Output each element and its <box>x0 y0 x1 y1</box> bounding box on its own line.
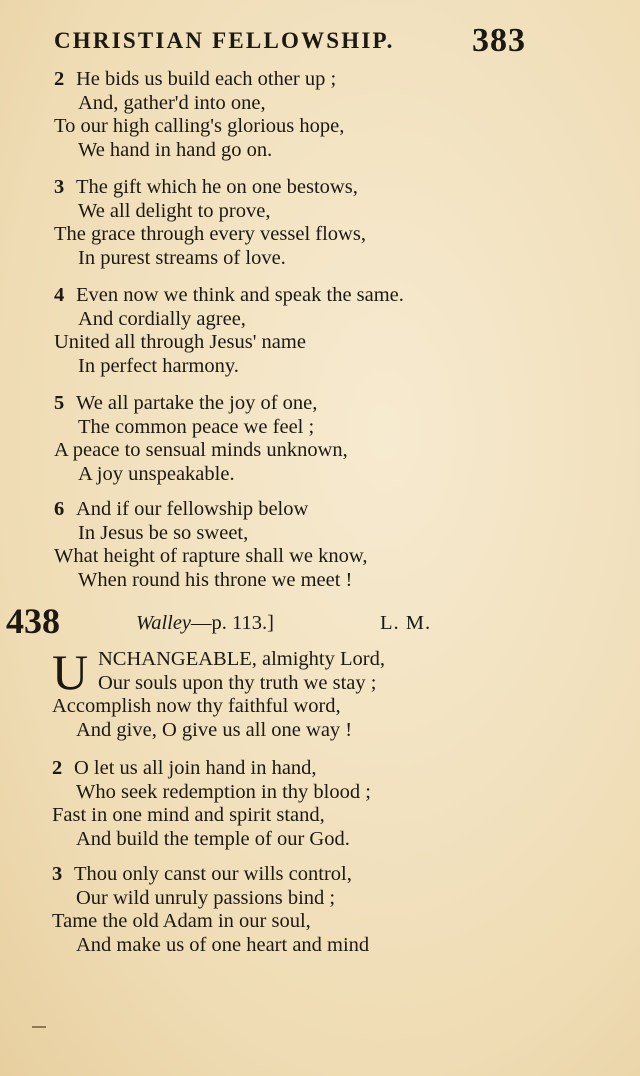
verse-line: Fast in one mind and spirit stand, <box>52 804 325 826</box>
hymn-438-verse-1 <box>52 644 385 742</box>
verse-line: 4 Even now we think and speak the same. <box>54 284 404 306</box>
hymn-438-verse-2 <box>52 757 371 851</box>
verse-line: 3 The gift which he on one bestows, <box>54 176 358 198</box>
meter: L. M. <box>380 612 432 634</box>
hymn-438-verse-3 <box>52 863 369 957</box>
verse-line: To our high calling's glorious hope, <box>54 115 345 137</box>
verse-number: 3 <box>54 176 65 198</box>
verse-2 <box>54 68 344 162</box>
verse-line: The grace through every vessel flows, <box>54 223 366 245</box>
verse-line: And cordially agree, <box>78 307 246 330</box>
verse-line: Accomplish now thy faithful word, <box>52 695 341 717</box>
verse-line: United all through Jesus' name <box>54 331 306 353</box>
verse-line: What height of rapture shall we know, <box>54 545 368 567</box>
verse-line: In perfect harmony. <box>78 354 239 377</box>
running-head <box>54 22 534 58</box>
margin-mark <box>32 1026 46 1028</box>
verse-line: A peace to sensual minds unknown, <box>54 439 348 461</box>
running-title: CHRISTIAN FELLOWSHIP. <box>54 28 395 53</box>
verse-number: 4 <box>54 284 65 306</box>
tune-reference <box>136 612 274 635</box>
verse-line: In Jesus be so sweet, <box>78 521 249 544</box>
verse-line: 6 And if our fellowship below <box>54 498 309 520</box>
verse-line: We all delight to prove, <box>78 199 271 222</box>
verse-line: 2 He bids us build each other up ; <box>54 68 337 90</box>
verse-3 <box>54 176 366 270</box>
page-number: 383 <box>472 22 526 59</box>
verse-line: When round his throne we meet ! <box>78 568 353 591</box>
verse-line: Tame the old Adam in our soul, <box>52 910 311 932</box>
drop-cap: U <box>52 644 89 700</box>
verse-line: And make us of one heart and mind <box>76 933 370 956</box>
verse-4 <box>54 284 404 378</box>
verse-line: In purest streams of love. <box>78 246 286 269</box>
verse-line: We hand in hand go on. <box>78 138 273 161</box>
verse-line: And, gather'd into one, <box>78 91 266 114</box>
verse-line: 3 Thou only canst our wills control, <box>52 863 352 885</box>
verse-line: 5 We all partake the joy of one, <box>54 392 318 414</box>
verse-line: A joy unspeakable. <box>78 462 235 485</box>
verse-number: 5 <box>54 392 65 414</box>
verse-number: 2 <box>54 68 65 90</box>
verse-line: And build the temple of our God. <box>76 827 350 850</box>
verse-line: NCHANGEABLE, almighty Lord, <box>98 648 385 670</box>
verse-line: The common peace we feel ; <box>78 415 315 438</box>
verse-6 <box>54 498 367 592</box>
verse-line: And give, O give us all one way ! <box>76 718 353 741</box>
verse-number: 6 <box>54 498 65 520</box>
tune-page-ref: —p. 113.] <box>191 612 274 634</box>
verse-5 <box>54 392 348 486</box>
verse-line: 2 O let us all join hand in hand, <box>52 757 317 779</box>
verse-line: Our souls upon thy truth we stay ; <box>98 671 377 694</box>
verse-line: Our wild unruly passions bind ; <box>76 886 336 909</box>
verse-line: Who seek redemption in thy blood ; <box>76 780 371 803</box>
tune-name: Walley <box>136 612 192 634</box>
hymn-number: 438 <box>6 601 60 641</box>
verse-number: 3 <box>52 863 63 885</box>
verse-number: 2 <box>52 757 63 779</box>
hymn-heading <box>6 600 606 640</box>
